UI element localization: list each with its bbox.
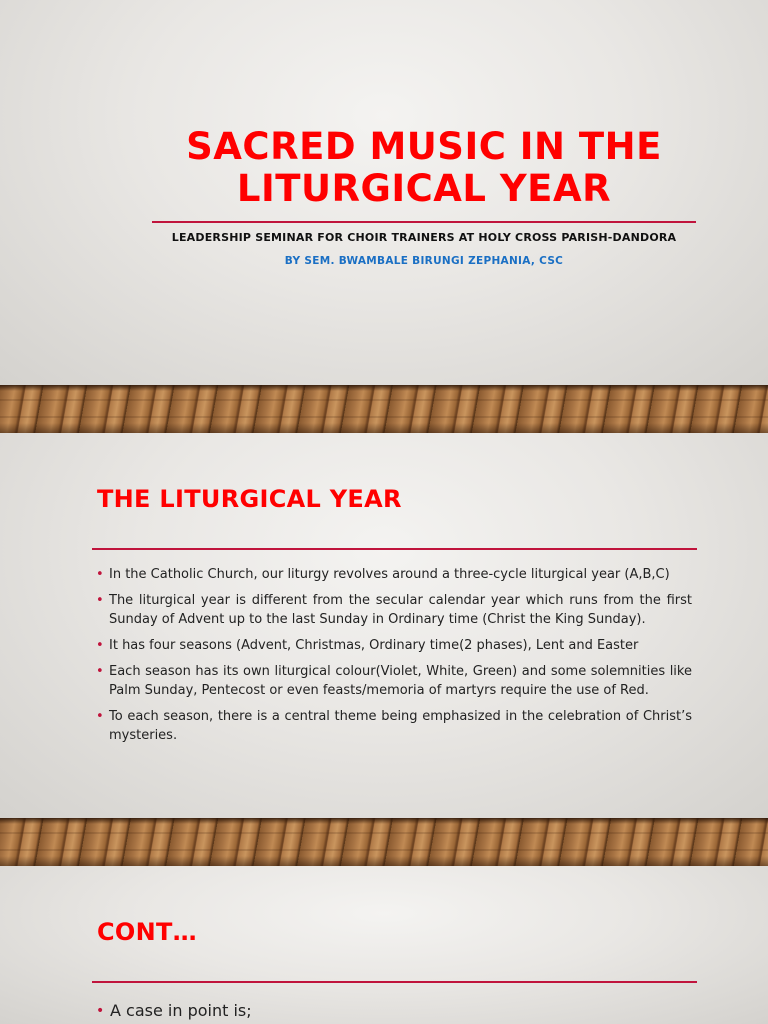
list-item: • A case in point is; <box>96 1001 252 1020</box>
wood-floor-band <box>0 818 768 866</box>
bullet-list <box>96 565 692 752</box>
heading-divider <box>92 548 697 550</box>
bullet-icon: • <box>96 664 104 679</box>
wood-floor-band <box>0 385 768 433</box>
slide-heading: THE LITURGICAL YEAR <box>97 485 402 513</box>
slide-liturgical-year <box>0 433 768 818</box>
bullet-icon: • <box>96 1003 105 1019</box>
heading-divider <box>92 981 697 983</box>
bullet-icon: • <box>96 593 104 608</box>
slide-subtitle: LEADERSHIP SEMINAR FOR CHOIR TRAINERS AT HOLY CROSS PARISH-DANDORA <box>171 231 677 244</box>
title-line-2: LITURGICAL YEAR <box>236 167 612 210</box>
slide-cont <box>0 866 768 1024</box>
slide-title-heading <box>150 126 698 210</box>
slide-heading: CONT… <box>97 918 197 946</box>
title-divider <box>152 221 696 223</box>
bullet-icon: • <box>96 567 104 582</box>
list-item: • Each season has its own liturgical colour(Violet, White, Green) and some solemnities like Palm Sunday, Pentecost or even feasts/memoria of martyrs require the use of Red. <box>96 664 692 698</box>
list-item: • The liturgical year is different from the secular calendar year which runs from the first Sunday of Advent up to the last Sunday in Ordinary time (Christ the King Sunday). <box>96 593 692 627</box>
bullet-list <box>96 1000 692 1024</box>
slide-author: BY SEM. BWAMBALE BIRUNGI ZEPHANIA, CSC <box>284 255 564 267</box>
bullet-icon: • <box>96 709 104 724</box>
title-line-1: SACRED MUSIC IN THE <box>186 125 662 168</box>
list-item: • It has four seasons (Advent, Christmas, Ordinary time(2 phases), Lent and Easter <box>96 638 639 653</box>
list-item: • In the Catholic Church, our liturgy revolves around a three-cycle liturgical year (A,B,C) <box>96 567 670 582</box>
list-item: • To each season, there is a central theme being emphasized in the celebration of Christ’s mysteries. <box>96 709 692 743</box>
bullet-icon: • <box>96 638 104 653</box>
slide-title <box>0 0 768 385</box>
